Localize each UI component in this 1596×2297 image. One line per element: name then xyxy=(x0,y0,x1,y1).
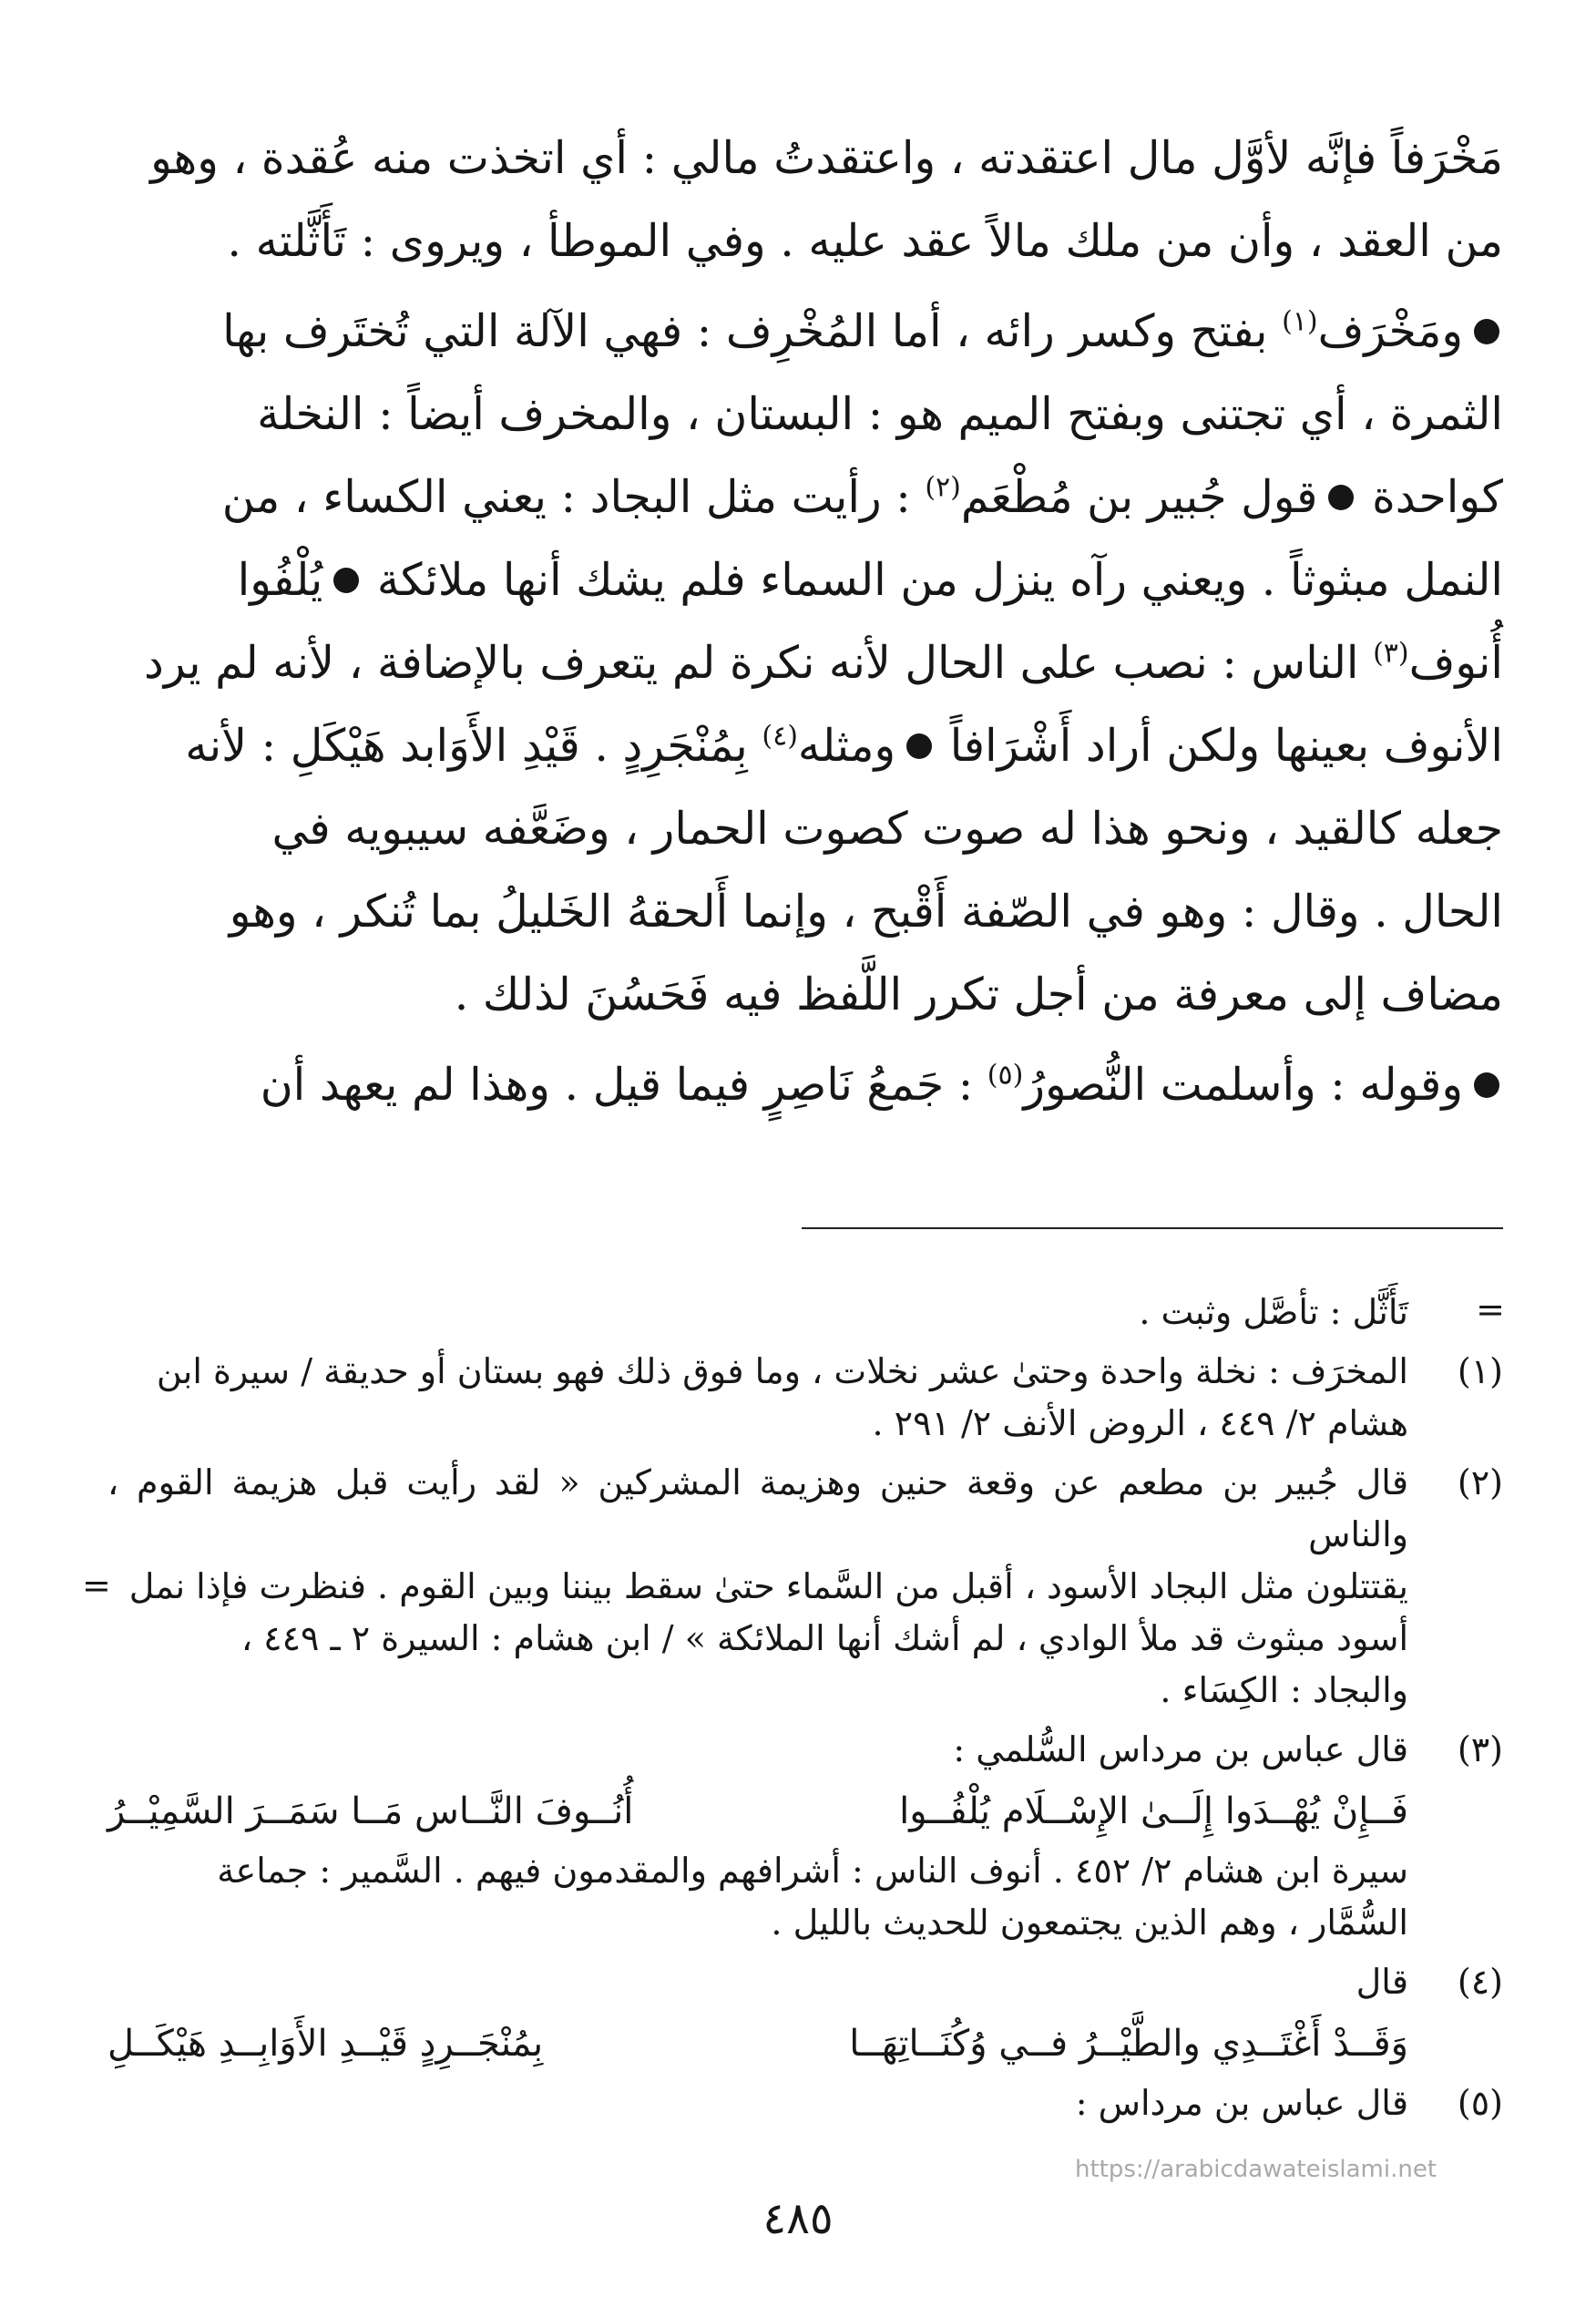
watermark-url: https://arabicdawateislami.net xyxy=(1075,2156,1437,2183)
footnote-number: (٣) xyxy=(1457,1729,1503,1769)
text-line: مضاف إلى معرفة من أجل تكرر اللَّفظ فيه فَحَسُنَ لذلك . xyxy=(454,969,1503,1020)
text-span: بفتح وكسر رائه ، أما المُخْرِف : فهي الآلة التي تُختَرف بها xyxy=(222,305,1268,357)
footnote-number: (٥) xyxy=(1457,2083,1503,2123)
footnote-line: قال عباس بن مرداس السُّلمي : xyxy=(953,1729,1408,1769)
text-span: ومثله xyxy=(797,720,896,772)
bullet-icon xyxy=(333,568,359,593)
poetry-verse xyxy=(107,2015,1503,2072)
text-span: أُنوف xyxy=(1408,637,1503,689)
footnotes xyxy=(107,1287,1503,2137)
text-span: قول جُبير بن مُطْعَم xyxy=(960,471,1318,523)
text-span: الأنوف بعينها ولكن أراد أَشْرَافاً xyxy=(949,720,1503,772)
text-line xyxy=(107,290,1503,373)
poetry-verse xyxy=(107,1783,1503,1840)
footnote-5 xyxy=(107,2077,1503,2129)
footnote-marker: (٣) xyxy=(1373,637,1409,670)
footnote-3 xyxy=(107,1724,1503,1776)
footnote-line: تَأَثَّل : تأصَّل وثبت . xyxy=(1139,1292,1408,1332)
footnote-line: أسود مبثوث قد ملأ الوادي ، لم أشك أنها الملائكة » / ابن هشام : السيرة ٢ ـ ٤٤٩ ، xyxy=(240,1618,1408,1658)
text-line: مَخْرَفاً فإنَّه لأوَّل مال اعتقدته ، واعتقدتُ مالي : أي اتخذت منه عُقدة ، وهو xyxy=(150,132,1503,184)
text-span: بِمُنْجَرِدٍ . قَيْدِ الأَوَابد هَيْكَلِ : لأنه xyxy=(185,720,748,772)
footnote-continuation xyxy=(107,1287,1503,1338)
text-span: : جَمعُ نَاصِرٍ فيما قيل . وهذا لم يعهد أن xyxy=(260,1059,974,1111)
footnote-number: (٢) xyxy=(1457,1462,1503,1502)
footnote-marker: (٢) xyxy=(925,471,961,504)
text-span: وقوله : وأسلمت النُّصورُ xyxy=(1023,1059,1463,1111)
text-line: الثمرة ، أي تجتنى وبفتح الميم هو : البستان ، والمخرف أيضاً : النخلة xyxy=(257,388,1503,440)
footnote-line: السُّمَّار ، وهم الذين يجتمعون للحديث بالليل . xyxy=(771,1902,1408,1943)
footnote-number: (١) xyxy=(1457,1351,1503,1391)
footnote-marker: (١) xyxy=(1282,305,1318,338)
footnote-marker: (٥) xyxy=(987,1059,1024,1092)
footnote-1 xyxy=(107,1346,1503,1450)
footnote-line: سيرة ابن هشام ٢/ ٤٥٢ . أنوف الناس : أشرافهم والمقدمون فيهم . السَّمير : جماعة xyxy=(217,1851,1408,1891)
footnote-line: قال جُبير بن مطعم عن وقعة حنين وهزيمة المشركين « لقد رأيت قبل هزيمة القوم ، والناس xyxy=(107,1462,1408,1554)
verse-hemistich: فَــإِنْ يُهْــدَوا إِلَــىٰ الإِسْــلَام يُلْفُــوا xyxy=(899,1790,1408,1832)
text-span: يُلْفُوا xyxy=(237,554,323,606)
footnote-3-continued xyxy=(107,1845,1503,1949)
bullet-icon xyxy=(906,733,932,759)
text-line: جعله كالقيد ، ونحو هذا له صوت كصوت الحمار ، وضَعَّفه سيبويه في xyxy=(271,803,1503,855)
text-span: : رأيت مثل البجاد : يعني الكساء ، من xyxy=(221,471,911,523)
footnote-line: المخرَف : نخلة واحدة وحتىٰ عشر نخلات ، وما فوق ذلك فهو بستان أو حديقة / سيرة ابن xyxy=(156,1351,1408,1391)
text-span: كواحدة xyxy=(1372,471,1503,523)
footnote-line: قال xyxy=(1356,1962,1408,2002)
footnote-line: هشام ٢/ ٤٤٩ ، الروض الأنف ٢/ ٢٩١ . xyxy=(872,1403,1408,1443)
continuation-mark: = xyxy=(82,1565,111,1605)
footnote-line: يقتتلون مثل البجاد الأسود ، أقبل من السَّماء حتىٰ سقط بيننا وبين القوم . فنظرت فإذا نمل xyxy=(128,1566,1408,1606)
verse-hemistich: وَقَــدْ أَغْتَــدِي والطَّيْــرُ فــي وُكُنَــاتِهَــا xyxy=(849,2023,1408,2065)
text-line xyxy=(107,538,1503,621)
footnote-marker: (٤) xyxy=(762,720,798,753)
verse-hemistich: أُنُــوفَ النَّــاس مَــا سَمَــرَ السَّمِيْــرُ xyxy=(107,1790,634,1832)
footnote-number: (٤) xyxy=(1457,1962,1503,2002)
text-span: الناس : نصب على الحال لأنه نكرة لم يتعرف بالإضافة ، لأنه لم يرد xyxy=(144,637,1359,689)
text-line xyxy=(107,704,1503,787)
text-line xyxy=(107,621,1503,704)
text-line: الحال . وقال : وهو في الصّفة أَقْبح ، وإنما أَلحقهُ الخَليلُ بما تُنكر ، وهو xyxy=(229,886,1503,938)
text-line xyxy=(107,1043,1503,1126)
page-number: ٤٨٥ xyxy=(762,2193,834,2244)
text-span: النمل مبثوثاً . ويعني رآه ينزل من السماء فلم يشك أنها ملائكة xyxy=(376,554,1503,606)
bullet-icon xyxy=(1328,485,1354,510)
text-span: ومَخْرَف xyxy=(1317,305,1463,357)
main-text xyxy=(107,117,1503,1126)
text-line: من العقد ، وأن من ملك مالاً عقد عليه . وفي الموطأ ، ويروى : تَأَثَّلته . xyxy=(227,215,1503,267)
bullet-icon xyxy=(1474,1072,1499,1098)
bullet-icon xyxy=(1474,319,1499,344)
footnote-line: والبجاد : الكِسَاء . xyxy=(1160,1670,1408,1710)
footnote-2 xyxy=(107,1457,1503,1717)
footnote-separator xyxy=(802,1227,1503,1229)
text-line xyxy=(107,456,1503,538)
footnote-line: قال عباس بن مرداس : xyxy=(1075,2083,1408,2123)
continuation-mark: = xyxy=(1476,1289,1505,1329)
footnote-4 xyxy=(107,1956,1503,2008)
verse-hemistich: بِمُنْجَــرِدٍ قَيْــدِ الأَوَابِــدِ هَيْكَــلِ xyxy=(107,2023,544,2065)
